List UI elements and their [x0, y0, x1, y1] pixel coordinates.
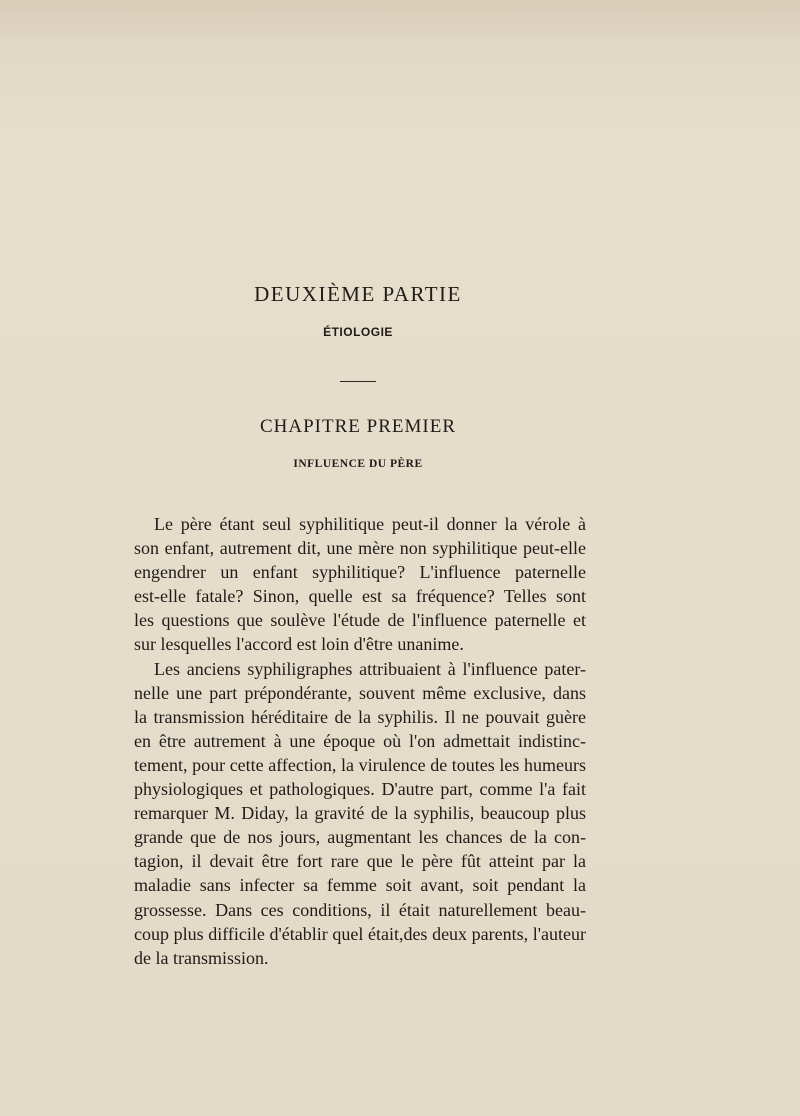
- text-line: est-elle fatale? Sinon, quelle est sa fréquence? Telles sont: [134, 586, 586, 607]
- text-line: sur lesquelles l'accord est loin d'être unanime.: [134, 634, 464, 655]
- text-line: Les anciens syphiligraphes attribuaient à l'influence pater-: [154, 658, 586, 679]
- part-subtitle: ÉTIOLOGIE: [323, 325, 393, 339]
- text-line: de la transmission.: [134, 947, 269, 968]
- body-text: [134, 512, 586, 970]
- text-line: engendrer un enfant syphilitique? L'influence paternelle: [134, 562, 586, 583]
- text-line: physiologiques et pathologiques. D'autre part, comme l'a fait: [134, 779, 586, 800]
- text-line: son enfant, autrement dit, une mère non syphilitique peut-elle: [134, 538, 586, 559]
- text-line: tement, pour cette affection, la virulence de toutes les humeurs: [134, 754, 586, 775]
- paragraph: [134, 657, 586, 970]
- paragraph: [134, 512, 586, 657]
- text-line: en être autrement à une époque où l'on admettait indistinc-: [134, 730, 586, 751]
- text-line: Le père étant seul syphilitique peut-il donner la vérole à: [154, 514, 586, 534]
- text-line: grande que de nos jours, augmentant les chances de la con-: [134, 827, 586, 848]
- text-line: maladie sans infecter sa femme soit avant, soit pendant la: [134, 875, 586, 896]
- chapter-title: CHAPITRE PREMIER: [260, 416, 456, 437]
- text-line: la transmission héréditaire de la syphilis. Il ne pouvait guère: [134, 706, 586, 727]
- text-line: tagion, il devait être fort rare que le père fût atteint par la: [134, 851, 586, 872]
- text-line: remarquer M. Diday, la gravité de la syphilis, beaucoup plus: [134, 803, 586, 824]
- text-line: nelle une part prépondérante, souvent même exclusive, dans: [134, 682, 586, 703]
- text-line: les questions que soulève l'étude de l'influence paternelle et: [134, 610, 586, 631]
- chapter-subtitle: INFLUENCE DU PÈRE: [293, 458, 423, 470]
- text-line: grossesse. Dans ces conditions, il était naturellement beau-: [134, 899, 586, 920]
- part-title: DEUXIÈME PARTIE: [254, 282, 462, 306]
- text-line: coup plus difficile d'établir quel était,des deux parents, l'auteur: [134, 923, 586, 944]
